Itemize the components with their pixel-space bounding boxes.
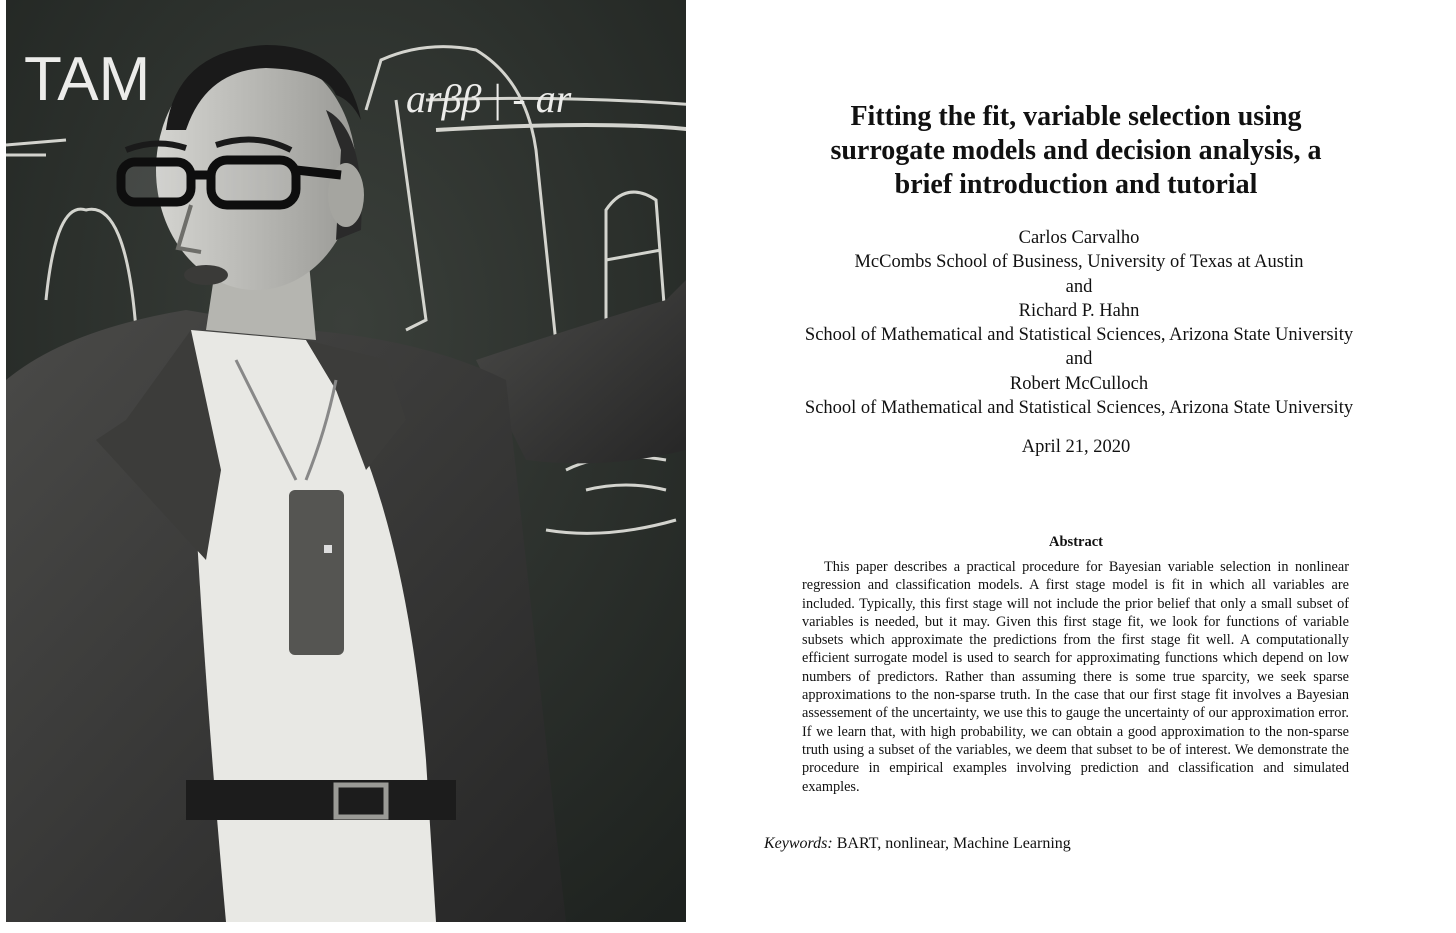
author-block	[686, 226, 1456, 420]
author-affiliation: School of Mathematical and Statistical Sciences, Arizona State University	[804, 325, 1354, 346]
chalk-text-formula: arββ | - ar	[406, 76, 572, 121]
author-name: Robert McCulloch	[1009, 373, 1149, 394]
title-line: Fitting the fit, variable selection using	[850, 101, 1302, 132]
author-affiliation: McCombs School of Business, University of Texas at Austin	[854, 252, 1304, 273]
paper-title-page	[686, 0, 1456, 933]
author-name: Richard P. Hahn	[1018, 300, 1140, 321]
author-affiliation: School of Mathematical and Statistical Sciences, Arizona State University	[804, 398, 1354, 419]
pack-button	[324, 545, 332, 553]
author-separator: and	[1065, 276, 1093, 297]
chalk-text-tam: TAM	[24, 45, 151, 114]
keywords	[764, 834, 1071, 854]
photo-illustration	[6, 0, 686, 922]
keywords-value: BART, nonlinear, Machine Learning	[836, 835, 1071, 852]
title-line: brief introduction and tutorial	[894, 169, 1258, 200]
abstract-heading: Abstract	[1049, 534, 1103, 550]
paper-date: April 21, 2020	[1021, 437, 1131, 457]
author-name: Carlos Carvalho	[1018, 228, 1140, 248]
mouth	[184, 265, 228, 285]
belt	[186, 780, 456, 820]
author-separator: and	[1065, 349, 1093, 370]
paper-title	[686, 100, 1456, 202]
abstract-text: This paper describes a practical procedure for Bayesian variable selection in nonlinear regression and classification models. A first stage model is fit in which all variables are included. Typically, this first stage will not include the prior belief that only a small subset of variables is needed, but it may. Given this first stage fit, we look for functions of variable subsets which approximate the predictions from the first stage fit well. A computationally efficient surrogate model is used to search for approximating functions which depend on low numbers of predictors. Rather than assuming there is some true sparcity, we seek sparse approximations to the non-sparse truth. In the case that our first stage fit involves a Bayesian assessement of the uncertainty, we use this to gauge the uncertainty of our approximation error. If we learn that, with high probability, we can obtain a good approximation to the non-sparse truth using a subset of the variables, we deem that subset to be of interest. We demonstrate the procedure in empirical examples involving prediction and classification and simulated examples.	[802, 559, 1349, 795]
title-line: surrogate models and decision analysis, a	[830, 135, 1322, 166]
microphone-pack	[289, 490, 344, 655]
keywords-label: Keywords:	[764, 835, 833, 852]
portrait-photo	[6, 0, 686, 922]
